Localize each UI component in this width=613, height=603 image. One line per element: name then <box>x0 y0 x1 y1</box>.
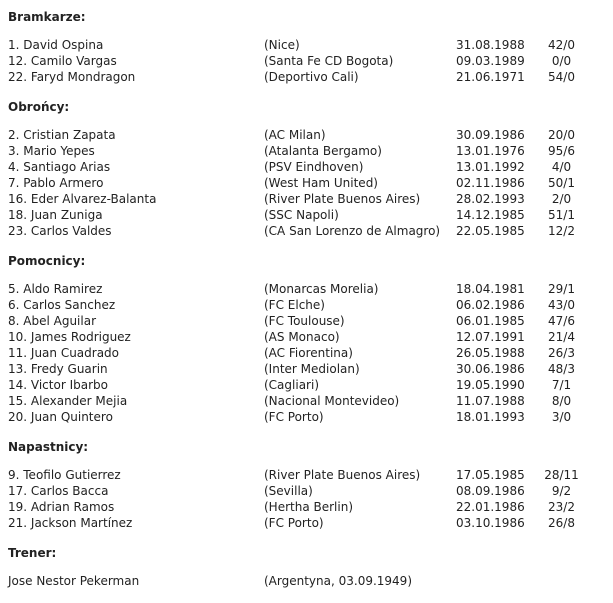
player-name: 4. Santiago Arias <box>8 160 111 174</box>
player-club: (Santa Fe CD Bogota) <box>264 54 394 68</box>
player-row <box>8 143 608 159</box>
position-section <box>8 9 608 85</box>
player-club: (Inter Mediolan) <box>264 362 360 376</box>
player-birthdate: 19.05.1990 <box>456 378 525 392</box>
player-name: 13. Fredy Guarin <box>8 362 108 376</box>
player-row <box>8 345 608 361</box>
player-row <box>8 377 608 393</box>
player-caps-goals: 51/1 <box>548 208 575 222</box>
player-name: 18. Juan Zuniga <box>8 208 103 222</box>
player-name: 23. Carlos Valdes <box>8 224 112 238</box>
player-name: 11. Juan Cuadrado <box>8 346 120 360</box>
player-name: 14. Victor Ibarbo <box>8 378 108 392</box>
player-caps-goals: 26/8 <box>548 516 575 530</box>
player-name: 6. Carlos Sanchez <box>8 298 116 312</box>
player-club: (FC Porto) <box>264 516 324 530</box>
player-row <box>8 175 608 191</box>
squad-list <box>8 9 608 603</box>
player-birthdate: 18.04.1981 <box>456 282 525 296</box>
player-row <box>8 223 608 239</box>
player-caps-goals: 2/0 <box>551 192 572 206</box>
player-name: 20. Juan Quintero <box>8 410 113 424</box>
player-club: (Atalanta Bergamo) <box>264 144 382 158</box>
player-caps-goals: 0/0 <box>551 54 572 68</box>
player-club: (Monarcas Morelia) <box>264 282 379 296</box>
player-birthdate: 12.07.1991 <box>456 330 525 344</box>
player-club: (FC Porto) <box>264 410 324 424</box>
player-birthdate: 28.02.1993 <box>456 192 525 206</box>
player-row <box>8 499 608 515</box>
player-birthdate: 08.09.1986 <box>456 484 525 498</box>
player-name: 9. Teofilo Gutierrez <box>8 468 121 482</box>
player-caps-goals: 50/1 <box>548 176 575 190</box>
player-club: (Sevilla) <box>264 484 313 498</box>
player-club: (River Plate Buenos Aires) <box>264 192 421 206</box>
player-club: (CA San Lorenzo de Almagro) <box>264 224 441 238</box>
player-name: 16. Eder Alvarez-Balanta <box>8 192 157 206</box>
player-birthdate: 22.05.1985 <box>456 224 525 238</box>
player-row <box>8 191 608 207</box>
section-title: Napastnicy: <box>8 440 89 454</box>
player-club: (Hertha Berlin) <box>264 500 354 514</box>
player-club: (PSV Eindhoven) <box>264 160 364 174</box>
player-row <box>8 69 608 85</box>
player-club: (SSC Napoli) <box>264 208 339 222</box>
player-name: 19. Adrian Ramos <box>8 500 115 514</box>
player-caps-goals: 95/6 <box>548 144 575 158</box>
position-section <box>8 253 608 425</box>
player-birthdate: 26.05.1988 <box>456 346 525 360</box>
player-club: (AC Fiorentina) <box>264 346 353 360</box>
player-name: 1. David Ospina <box>8 38 104 52</box>
player-row <box>8 281 608 297</box>
player-birthdate: 17.05.1985 <box>456 468 525 482</box>
player-caps-goals: 54/0 <box>548 70 575 84</box>
player-caps-goals: 9/2 <box>551 484 572 498</box>
player-birthdate: 13.01.1992 <box>456 160 525 174</box>
player-caps-goals: 47/6 <box>548 314 575 328</box>
player-caps-goals: 21/4 <box>548 330 575 344</box>
player-name: 5. Aldo Ramirez <box>8 282 103 296</box>
player-row <box>8 207 608 223</box>
player-birthdate: 30.09.1986 <box>456 128 525 142</box>
player-caps-goals: 29/1 <box>548 282 575 296</box>
player-club: (FC Elche) <box>264 298 325 312</box>
player-caps-goals: 42/0 <box>548 38 575 52</box>
player-name: 12. Camilo Vargas <box>8 54 117 68</box>
section-title: Obrońcy: <box>8 100 70 114</box>
player-birthdate: 14.12.1985 <box>456 208 525 222</box>
player-row <box>8 127 608 143</box>
player-name: 7. Pablo Armero <box>8 176 104 190</box>
player-row <box>8 393 608 409</box>
player-club: (West Ham United) <box>264 176 378 190</box>
player-name: 17. Carlos Bacca <box>8 484 109 498</box>
player-name: 8. Abel Aguilar <box>8 314 97 328</box>
squad-sections <box>8 9 608 531</box>
player-birthdate: 09.03.1989 <box>456 54 525 68</box>
player-row <box>8 467 608 483</box>
player-birthdate: 06.02.1986 <box>456 298 525 312</box>
player-birthdate: 22.01.1986 <box>456 500 525 514</box>
player-birthdate: 06.01.1985 <box>456 314 525 328</box>
trainer-name: Jose Nestor Pekerman <box>8 574 140 588</box>
player-row <box>8 313 608 329</box>
section-title-trainer: Trener: <box>8 546 57 560</box>
player-row <box>8 409 608 425</box>
position-section <box>8 439 608 531</box>
player-birthdate: 21.06.1971 <box>456 70 525 84</box>
player-row <box>8 297 608 313</box>
player-caps-goals: 4/0 <box>551 160 572 174</box>
player-caps-goals: 43/0 <box>548 298 575 312</box>
player-birthdate: 31.08.1988 <box>456 38 525 52</box>
player-caps-goals: 23/2 <box>548 500 575 514</box>
player-club: (Nice) <box>264 38 300 52</box>
player-club: (Deportivo Cali) <box>264 70 359 84</box>
player-row <box>8 361 608 377</box>
player-club: (Cagliari) <box>264 378 320 392</box>
player-birthdate: 18.01.1993 <box>456 410 525 424</box>
player-caps-goals: 3/0 <box>551 410 572 424</box>
player-club: (River Plate Buenos Aires) <box>264 468 421 482</box>
player-name: 15. Alexander Mejia <box>8 394 128 408</box>
trainer-section <box>8 545 608 589</box>
player-caps-goals: 48/3 <box>548 362 575 376</box>
player-caps-goals: 20/0 <box>548 128 575 142</box>
trainer-info: (Argentyna, 03.09.1949) <box>264 574 413 588</box>
position-section <box>8 99 608 239</box>
player-club: (AC Milan) <box>264 128 326 142</box>
player-club: (FC Toulouse) <box>264 314 345 328</box>
player-birthdate: 11.07.1988 <box>456 394 525 408</box>
player-caps-goals: 8/0 <box>551 394 572 408</box>
section-title: Pomocnicy: <box>8 254 86 268</box>
player-birthdate: 13.01.1976 <box>456 144 525 158</box>
player-name: 2. Cristian Zapata <box>8 128 116 142</box>
player-name: 21. Jackson Martínez <box>8 516 133 530</box>
player-name: 3. Mario Yepes <box>8 144 95 158</box>
player-birthdate: 03.10.1986 <box>456 516 525 530</box>
section-title: Bramkarze: <box>8 10 86 24</box>
player-row <box>8 37 608 53</box>
player-name: 22. Faryd Mondragon <box>8 70 136 84</box>
player-caps-goals: 28/11 <box>544 468 579 482</box>
player-birthdate: 30.06.1986 <box>456 362 525 376</box>
player-row <box>8 483 608 499</box>
player-row <box>8 53 608 69</box>
player-birthdate: 02.11.1986 <box>456 176 525 190</box>
player-name: 10. James Rodriguez <box>8 330 131 344</box>
player-caps-goals: 12/2 <box>548 224 575 238</box>
trainer-row <box>8 573 608 589</box>
player-club: (Nacional Montevideo) <box>264 394 400 408</box>
player-row <box>8 159 608 175</box>
player-caps-goals: 7/1 <box>551 378 572 392</box>
player-row <box>8 329 608 345</box>
player-club: (AS Monaco) <box>264 330 340 344</box>
player-row <box>8 515 608 531</box>
player-caps-goals: 26/3 <box>548 346 575 360</box>
